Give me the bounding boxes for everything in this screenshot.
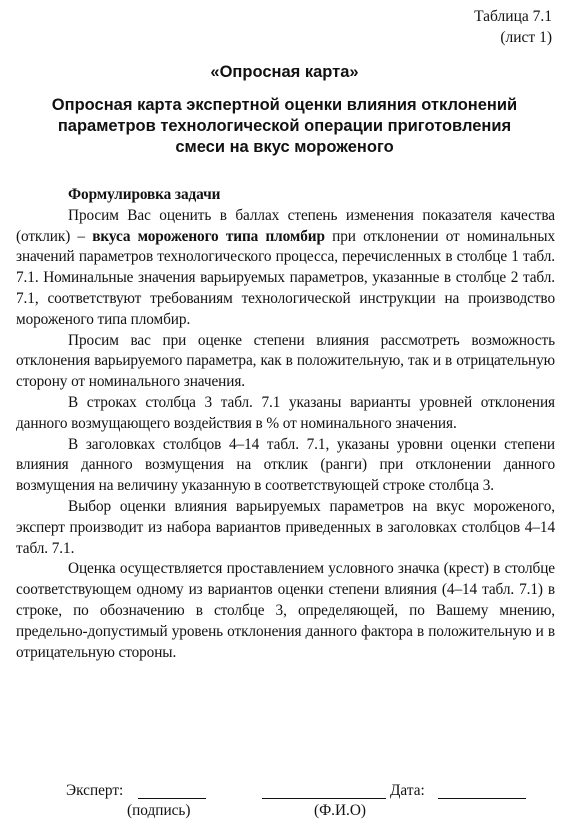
name-caption: (Ф.И.О)	[314, 802, 367, 819]
task-paragraph: В строках столбца 3 табл. 7.1 указаны варианты уровней отклонения данного возмущающего воздействия в % от номинального значения.	[16, 393, 555, 432]
sheet-number: (лист 1)	[500, 29, 552, 46]
signature-block	[0, 782, 569, 828]
task-body	[16, 185, 555, 663]
date-label: Дата:	[390, 782, 425, 799]
paragraph-text: при отклонении от номинальных значений параметров технологического процесса, перечисленных в столбце 1 табл. 7.1. Номинальные значения варьируемых параметров, указанные в столбце 2 табл. 7.1, соответствуют требованиям технологической инструкции на производство мороженого типа пломбир.	[16, 227, 555, 328]
table-number-block	[474, 6, 552, 48]
signature-line[interactable]	[138, 798, 206, 799]
task-paragraph: Просим вас при оценке степени влияния рассмотреть возможность отклонения варьируемого параметра, как в положительную, так и в отрицательную сторону от номинального значения.	[16, 331, 555, 391]
task-heading: Формулировка задачи	[68, 186, 221, 203]
expert-label: Эксперт:	[66, 782, 124, 799]
title-line: параметров технологической операции приготовления	[57, 117, 512, 135]
task-paragraph: Оценка осуществляется проставлением условного значка (крест) в столбце соответствующем одному из вариантов оценки степени влияния (4–14 табл. 7.1) в строке, по обозначению в столбце 3, определяющей, по Вашему мнению, предельно-допустимый уровень отклонения данного фактора в положительную и в отрицательную стороны.	[16, 560, 555, 661]
document-title	[22, 95, 547, 158]
form-name: «Опросная карта»	[210, 63, 359, 81]
task-paragraph	[16, 206, 555, 331]
date-line[interactable]	[438, 798, 526, 799]
table-number: Таблица 7.1	[474, 8, 552, 25]
name-line[interactable]	[262, 798, 386, 799]
task-paragraph: В заголовках столбцов 4–14 табл. 7.1, указаны уровни оценки степени влияния данного возмущения на отклик (ранги) при отклонении данного возмущения на величину указанную в соответствующей строке столбца 3.	[16, 435, 555, 495]
paragraph-text: Просим Вас оценить в баллах степень изменения показателя качества (отклик) –	[16, 206, 555, 245]
title-line: смеси на вкус мороженого	[175, 138, 394, 156]
title-line: Опросная карта экспертной оценки влияния отклонений	[51, 96, 518, 114]
task-paragraph: Выбор оценки влияния варьируемых параметров на вкус мороженого, эксперт производит из набора вариантов приведенных в заголовках столбцов 4–14 табл. 7.1.	[16, 497, 555, 557]
paragraph-emphasis: вкуса мороженого типа пломбир	[92, 227, 325, 245]
signature-caption: (подпись)	[127, 802, 191, 819]
